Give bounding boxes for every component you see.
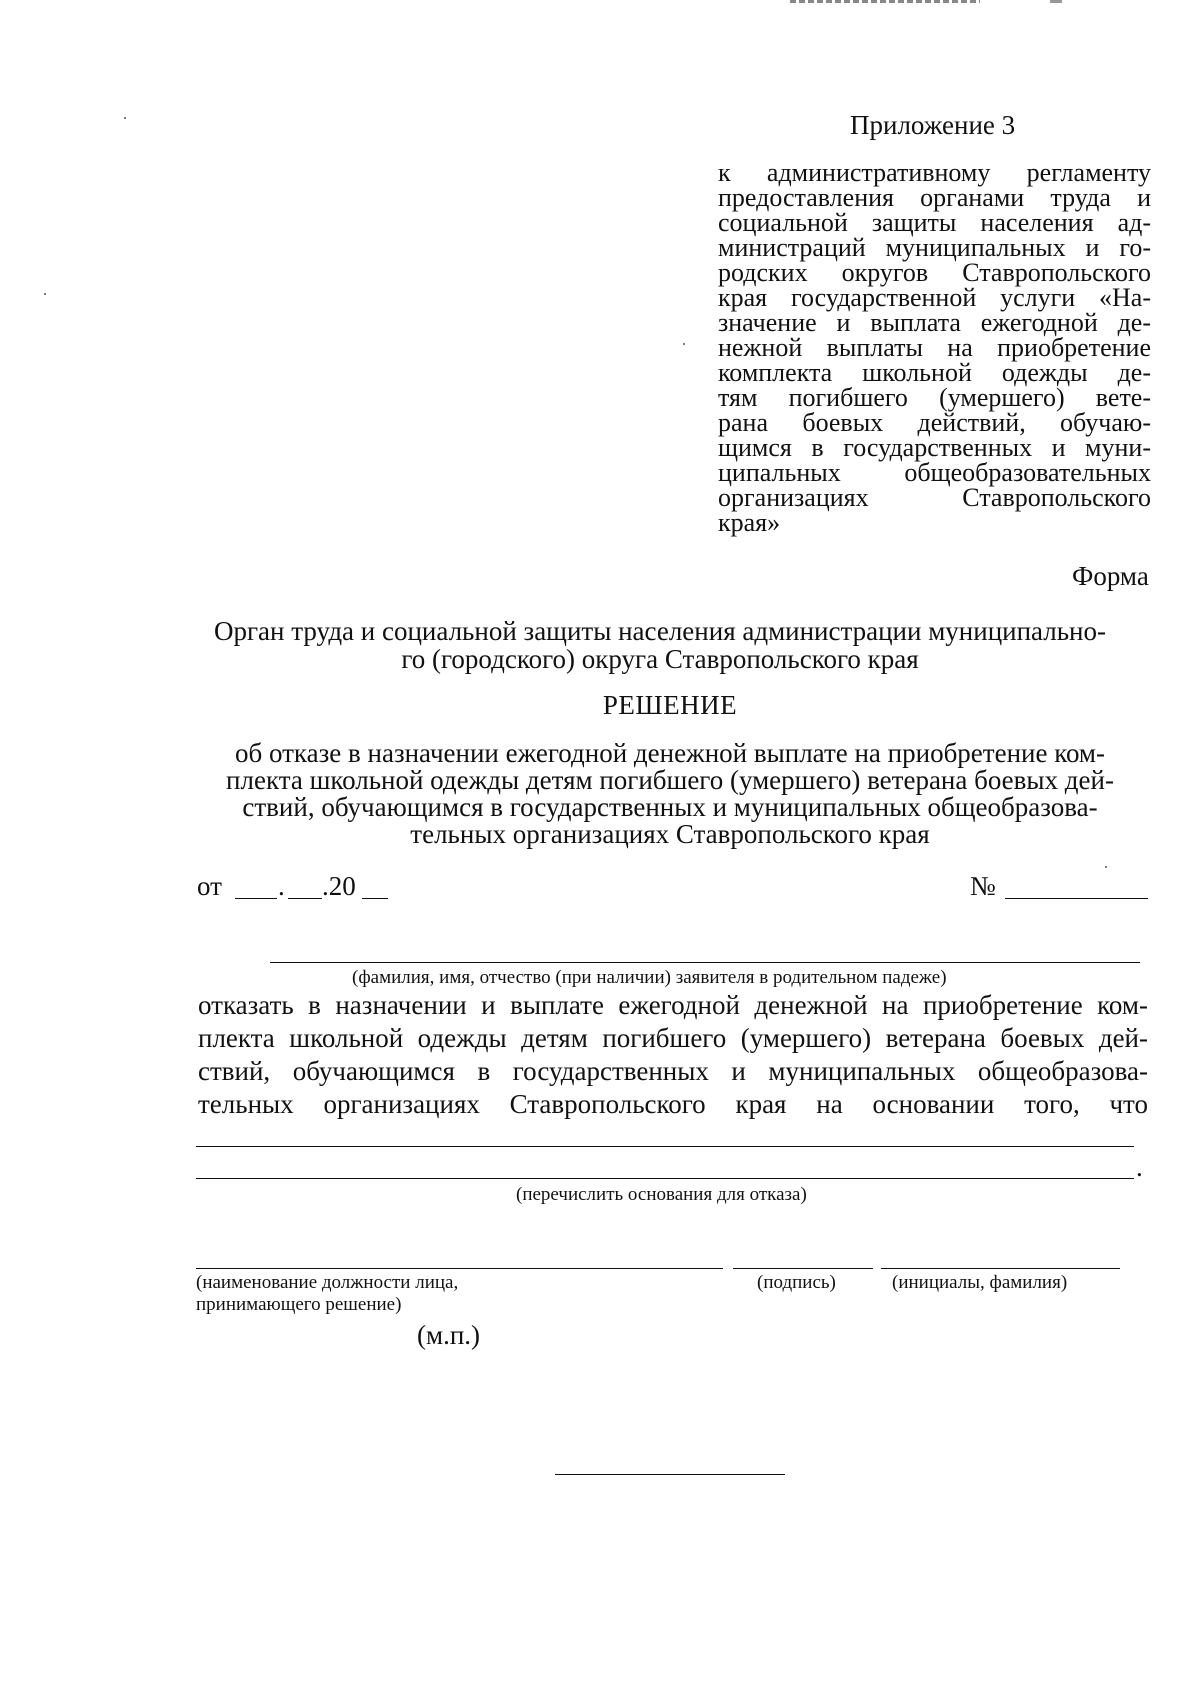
appendix-line: щимся в государственных и муни- [718,433,1151,462]
position-caption-2: принимающего решение) [196,1294,402,1315]
scan-speck [124,117,126,119]
reasons-caption: (перечислить основания для отказа) [516,1184,807,1205]
signature-caption: (подпись) [757,1272,836,1293]
number-blank [1005,898,1148,899]
decision-subject-line: об отказе в назначении ежегодной денежной выплате на приобретение ком- [234,738,1106,768]
date-year-prefix: .20 [322,871,356,901]
position-caption-1: (наименование должности лица, [196,1272,459,1293]
date-prefix: от [197,871,222,901]
authority-line: Орган труда и социальной защиты населения администрации муниципально- [213,616,1106,646]
signature-blank [733,1268,873,1269]
authority-heading [190,618,1130,674]
reasons-end-mark: . [1136,1152,1143,1182]
decision-title: РЕШЕНИЕ [602,690,738,720]
appendix-line: значение и выплата ежегодной де- [718,308,1151,337]
appendix-line: края государственной услуги «На- [718,283,1151,312]
reasons-blank-2 [196,1178,1134,1179]
date-day-blank [235,898,277,899]
appendix-block [718,160,1151,535]
applicant-caption: (фамилия, имя, отчество (при наличии) заявителя в родительном падеже) [352,967,947,988]
appendix-line: тям погибшего (умершего) вете- [718,383,1151,412]
decision-body [198,992,1148,1124]
decision-subject-line: плекта школьной одежды детям погибшего (умершего) ветерана боевых дей- [226,765,1114,795]
appendix-line: предоставления органами труда и [718,183,1151,212]
authority-line: го (городского) округа Ставропольского края [401,644,919,674]
position-blank [196,1268,723,1269]
appendix-line: рана боевых действий, обучаю- [718,408,1151,437]
body-line: отказать в назначении и выплате ежегодной денежной на приобретение ком- [198,990,1148,1020]
seal-label: (м.п.) [417,1320,481,1350]
appendix-line: министраций муниципальных и го- [718,233,1151,262]
appendix-line: комплекта школьной одежды де- [718,358,1151,387]
scan-artifact [1050,0,1062,3]
date-month-blank [288,898,322,899]
decision-subject [190,740,1150,848]
body-line: плекта школьной одежды детям погибшего (умершего) ветерана боевых дей- [198,1023,1148,1053]
appendix-line: ципальных общеобразовательных [718,458,1151,487]
date-separator: . [278,871,285,901]
date-year-blank [362,898,388,899]
name-caption: (инициалы, фамилия) [892,1272,1068,1293]
decision-subject-line: тельных организациях Ставропольского края [410,819,930,849]
applicant-name-blank [270,962,1140,963]
reasons-blank-1 [196,1146,1134,1147]
form-label: Форма [1072,561,1149,591]
scan-artifact [790,0,980,3]
body-line: ствий, обучающимся в государственных и муниципальных общеобразова- [198,1056,1148,1086]
appendix-line: социальной защиты населения ад- [718,208,1151,237]
appendix-line: нежной выплаты на приобретение [718,333,1151,362]
scan-speck [1105,866,1107,868]
appendix-title: Приложение 3 [850,110,1016,140]
name-blank [881,1268,1120,1269]
appendix-line: края» [718,508,781,537]
number-label: № [970,871,996,901]
decision-subject-line: ствий, обучающимся в государственных и муниципальных общеобразова- [242,792,1098,822]
appendix-line: родских округов Ставропольского [718,258,1151,287]
scan-speck [44,293,46,295]
scan-speck [683,343,685,345]
appendix-line: к административному регламенту [718,158,1151,187]
closing-rule [555,1474,785,1475]
appendix-line: организациях Ставропольского [718,483,1151,512]
body-line: тельных организациях Ставропольского края на основании того, что [198,1089,1148,1119]
